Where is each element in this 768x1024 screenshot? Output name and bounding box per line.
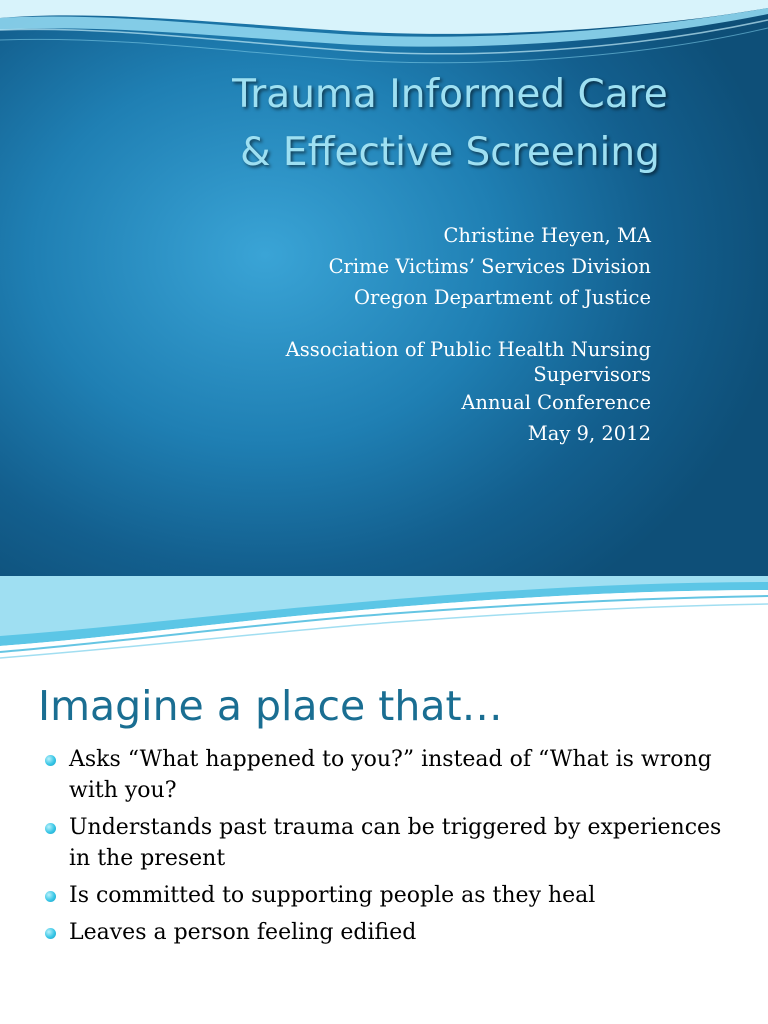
bullet-text: Leaves a person feeling edified: [69, 920, 417, 945]
bullet-text: Asks “What happened to you?” instead of “What is wrong with you?: [69, 747, 712, 803]
list-item: [40, 812, 740, 874]
list-item: [40, 880, 740, 911]
presenter-info: [200, 220, 651, 449]
slide-title: Imagine a place that…: [38, 682, 503, 730]
title-line-2: & Effective Screening: [240, 130, 660, 175]
event-line-1: Association of Public Health Nursing: [285, 338, 651, 361]
list-item: [40, 744, 740, 806]
event-line-2: Supervisors: [533, 363, 651, 386]
presenter-department: Oregon Department of Justice: [354, 286, 651, 309]
title-line-1: Trauma Informed Care: [232, 72, 668, 117]
bullet-icon: [45, 891, 56, 902]
presentation-title: [150, 66, 750, 182]
bullet-icon: [45, 928, 56, 939]
bullet-list: [40, 744, 740, 954]
bullet-text: Is committed to supporting people as they heal: [69, 883, 596, 908]
bullet-text: Understands past trauma can be triggered by experiences in the present: [69, 815, 722, 871]
presenter-name: Christine Heyen, MA: [443, 224, 651, 247]
bullet-icon: [45, 823, 56, 834]
bottom-wave-decoration: [0, 560, 768, 670]
presenter-division: Crime Victims’ Services Division: [328, 255, 651, 278]
list-item: [40, 917, 740, 948]
event-date: May 9, 2012: [527, 422, 651, 445]
event-line-3: Annual Conference: [461, 391, 651, 414]
bullet-icon: [45, 755, 56, 766]
